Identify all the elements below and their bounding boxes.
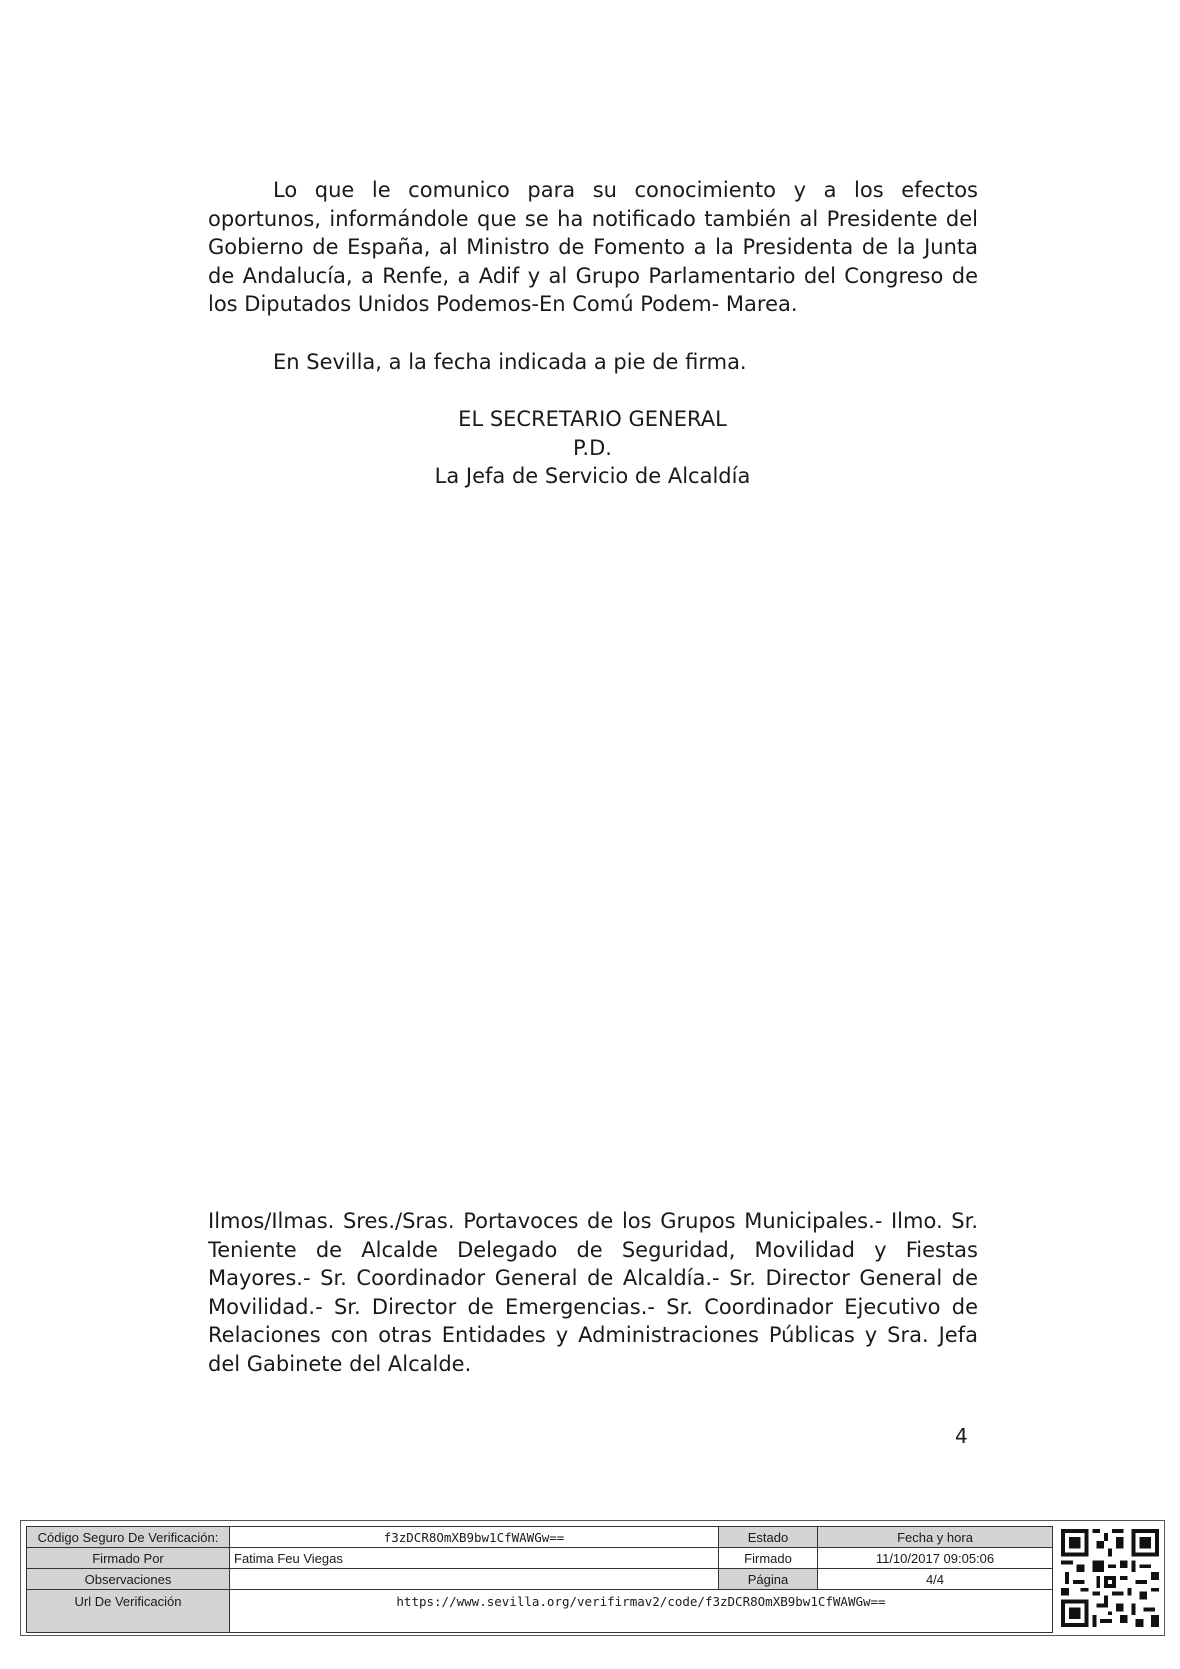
signature-role: La Jefa de Servicio de Alcaldía — [434, 464, 751, 489]
observaciones-label: Observaciones — [27, 1569, 230, 1590]
body-paragraph-2 — [208, 348, 978, 377]
fecha-label: Fecha y hora — [818, 1527, 1053, 1548]
paragraph-text: Lo que le comunico para su conocimiento y a los efectos oportunos, informándole que se ha notificado también al Presidente del Gobierno de España, al Ministro de Fomento a la Presidenta de la Junta de Andalucía, a Renfe, a Adif y al Grupo Parlamentario del Congreso de los Diputados Unidos Podemos-En Comú Podem- Marea. — [208, 178, 978, 317]
addressees-text: Ilmos/Ilmas. Sres./Sras. Portavoces de los Grupos Municipales.- Ilmo. Sr. Teniente de Alcalde Delegado de Seguridad, Movilidad y Fiestas Mayores.- Sr. Coordinador General de Alcaldía.- Sr. Director General de Movilidad.- Sr. Director de Emergencias.- Sr. Coordinador Ejecutivo de Relaciones con otras Entidades y Administraciones Públicas y Sra. Jefa del Gabinete del Alcalde. — [208, 1209, 978, 1376]
qr-code-icon — [1061, 1529, 1159, 1627]
pagina-value: 4/4 — [818, 1569, 1053, 1590]
signature-title: EL SECRETARIO GENERAL — [458, 407, 727, 431]
page-number: 4 — [955, 1424, 968, 1448]
pagina-label: Página — [719, 1569, 818, 1590]
verification-url[interactable]: https://www.sevilla.org/verifirmav2/code/f3zDCR8OmXB9bw1CfWAWGw== — [230, 1590, 1053, 1633]
signature-pd: P.D. — [573, 435, 612, 460]
csv-label: Código Seguro De Verificación: — [27, 1527, 230, 1548]
fecha-value: 11/10/2017 09:05:06 — [818, 1548, 1053, 1569]
signature-block — [400, 405, 785, 491]
firmado-por-value: Fatima Feu Viegas — [230, 1548, 719, 1569]
observaciones-value — [230, 1569, 719, 1590]
verification-table — [26, 1526, 1053, 1633]
csv-value: f3zDCR8OmXB9bw1CfWAWGw== — [230, 1527, 719, 1548]
estado-label: Estado — [719, 1527, 818, 1548]
place-date-text: En Sevilla, a la fecha indicada a pie de firma. — [273, 350, 747, 374]
verification-footer — [20, 1520, 1165, 1636]
estado-value: Firmado — [719, 1548, 818, 1569]
firmado-por-label: Firmado Por — [27, 1548, 230, 1569]
url-label: Url De Verificación — [27, 1590, 230, 1633]
addressees-block — [208, 1207, 978, 1379]
body-paragraph-1 — [208, 176, 978, 319]
